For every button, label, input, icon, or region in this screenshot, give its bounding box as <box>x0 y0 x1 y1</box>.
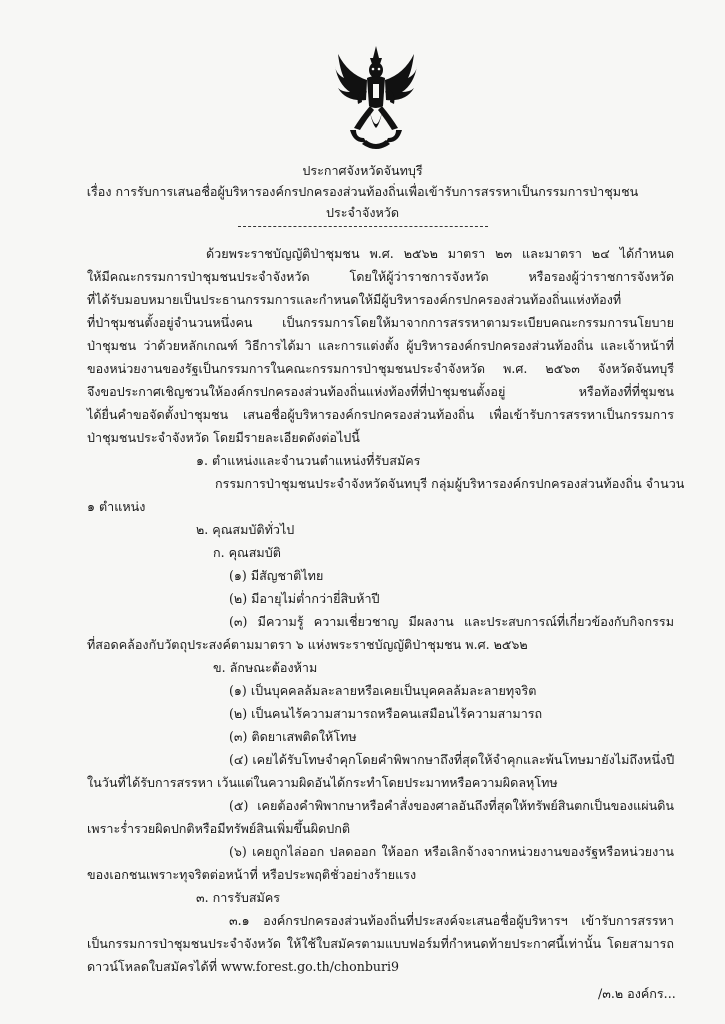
list-item: (๑) มีสัญชาติไทย <box>229 568 324 583</box>
paragraph-line: ด้วยพระราชบัญญัติป่าชุมชน พ.ศ. ๒๕๖๒ มาตรา ๒๓ และมาตรา ๒๔ ได้กำหนด <box>206 246 674 261</box>
announcement-title: ประกาศจังหวัดจันทบุรี <box>302 163 423 178</box>
list-item: (๓) ติดยาเสพติดให้โทษ <box>229 729 357 744</box>
section-1-text: กรรมการป่าชุมชนประจำจังหวัดจันทบุรี กลุ่มผู้บริหารองค์กรปกครองส่วนท้องถิ่น จำนวน <box>215 476 685 491</box>
list-item: (๕) เคยต้องคำพิพากษาหรือคำสั่งของศาลอันถึงที่สุดให้ทรัพย์สินตกเป็นของแผ่นดิน <box>229 798 674 813</box>
paragraph-line: ของหน่วยงานของรัฐเป็นกรรมการในคณะกรรมการป่าชุมชนประจำจังหวัด พ.ศ. ๒๕๖๓ จังหวัดจันทบุรี <box>87 361 674 376</box>
list-item: (๓) มีความรู้ ความเชี่ยวชาญ มีผลงาน และประสบการณ์ที่เกี่ยวข้องกับกิจกรรม <box>229 614 674 629</box>
section-3-1-text: ๓.๑ องค์กรปกครองส่วนท้องถิ่นที่ประสงค์จะเสนอชื่อผู้บริหารฯ เข้ารับการสรรหา <box>229 913 674 928</box>
section-2-heading: ๒. คุณสมบัติทั่วไป <box>196 522 295 537</box>
section-2a-heading: ก. คุณสมบัติ <box>213 545 281 560</box>
list-item: (๔) เคยได้รับโทษจำคุกโดยคำพิพากษาถึงที่สุดให้จำคุกและพ้นโทษมายังไม่ถึงหนึ่งปี <box>229 752 675 767</box>
section-3-1-text: ดาวน์โหลดใบสมัครได้ที่ www.forest.go.th/chonburi9 <box>87 959 400 974</box>
section-1-heading: ๑. ตำแหน่งและจำนวนตำแหน่งที่รับสมัคร <box>196 453 421 468</box>
continued-marker: /๓.๒ องค์กร... <box>598 986 676 1001</box>
garuda-emblem-icon <box>334 44 418 154</box>
paragraph-line: ที่ได้รับมอบหมายเป็นประธานกรรมการและกำหนดให้มีผู้บริหารองค์กรปกครองส่วนท้องถิ่นแห่งท้องที่ <box>87 292 622 307</box>
announcement-subject-cont: ประจำจังหวัด <box>325 205 400 220</box>
section-2b-heading: ข. ลักษณะต้องห้าม <box>213 660 318 675</box>
list-item: (๒) มีอายุไม่ต่ำกว่ายี่สิบห้าปี <box>229 591 380 606</box>
list-item: (๖) เคยถูกไล่ออก ปลดออก ให้ออก หรือเลิกจ้างจากหน่วยงานของรัฐหรือหน่วยงาน <box>229 844 674 859</box>
paragraph-line: ที่ป่าชุมชนตั้งอยู่จำนวนหนึ่งคน เป็นกรรมการโดยให้มาจากการสรรหาตามระเบียบคณะกรรมการนโยบาย <box>87 315 674 330</box>
list-item: ในวันที่ได้รับการสรรหา เว้นแต่ในความผิดอันได้กระทำโดยประมาทหรือความผิดลหุโทษ <box>87 775 558 790</box>
section-3-heading: ๓. การรับสมัคร <box>196 890 281 905</box>
section-3-1-text: เป็นกรรมการป่าชุมชนประจำจังหวัด ให้ใช้ใบสมัครตามแบบฟอร์มที่กำหนดท้ายประกาศนี้เท่านั้น โดยสามารถ <box>87 936 674 951</box>
section-1-text: ๑ ตำแหน่ง <box>87 499 146 514</box>
list-item: เพราะร่ำรวยผิดปกติหรือมีทรัพย์สินเพิ่มขึ้นผิดปกติ <box>87 821 351 836</box>
list-item: (๑) เป็นบุคคลล้มละลายหรือเคยเป็นบุคคลล้มละลายทุจริต <box>229 683 537 698</box>
paragraph-line: จึงขอประกาศเชิญชวนให้องค์กรปกครองส่วนท้องถิ่นแห่งท้องที่ที่ป่าชุมชนตั้งอยู่ หรือท้องที่ที่ชุมชน <box>87 384 674 399</box>
separator-line <box>238 226 488 227</box>
paragraph-line: ให้มีคณะกรรมการป่าชุมชนประจำจังหวัด โดยให้ผู้ว่าราชการจังหวัด หรือรองผู้ว่าราชการจังหวัด <box>87 269 674 284</box>
list-item: ของเอกชนเพราะทุจริตต่อหน้าที่ หรือประพฤติชั่วอย่างร้ายแรง <box>87 867 417 882</box>
list-item: (๒) เป็นคนไร้ความสามารถหรือคนเสมือนไร้ความสามารถ <box>229 706 543 721</box>
announcement-subject: เรื่อง การรับการเสนอชื่อผู้บริหารองค์กรปกครองส่วนท้องถิ่นเพื่อเข้ารับการสรรหาเป็นกรรมการป่าชุมชน <box>86 184 639 199</box>
list-item: ที่สอดคล้องกับวัตถุประสงค์ตามมาตรา ๖ แห่งพระราชบัญญัติป่าชุมชน พ.ศ. ๒๕๖๒ <box>87 637 528 652</box>
paragraph-line: ได้ยื่นคำขอจัดตั้งป่าชุมชน เสนอชื่อผู้บริหารองค์กรปกครองส่วนท้องถิ่น เพื่อเข้ารับการสรรหาเป็นกรรมการ <box>87 407 674 422</box>
paragraph-line: ป่าชุมชน ว่าด้วยหลักเกณฑ์ วิธีการได้มา และการแต่งตั้ง ผู้บริหารองค์กรปกครองส่วนท้องถิ่น และเจ้าหน้าที่ <box>87 338 674 353</box>
paragraph-line: ป่าชุมชนประจำจังหวัด โดยมีรายละเอียดดังต่อไปนี้ <box>87 430 360 445</box>
